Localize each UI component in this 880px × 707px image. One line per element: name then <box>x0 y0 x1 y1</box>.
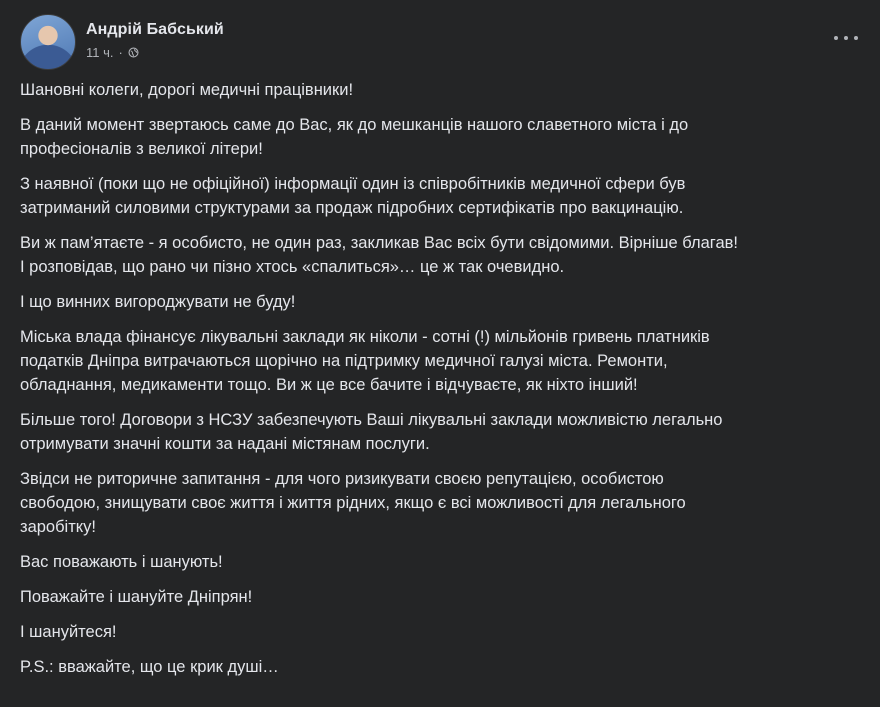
more-dot <box>854 36 858 40</box>
post-meta <box>86 45 224 60</box>
more-options-button[interactable] <box>834 28 858 48</box>
more-dot <box>844 36 848 40</box>
more-dot <box>834 36 838 40</box>
post-paragraph: З наявної (поки що не офіційної) інформації один із співробітників медичної сфери був затриманий силовими структурами за продаж підробних сертифікатів про вакцинацію. <box>20 175 686 217</box>
author-name[interactable]: Андрій Бабський <box>86 20 224 38</box>
post-paragraph: І шануйтеся! <box>20 623 117 641</box>
author-block <box>86 20 224 60</box>
author-avatar[interactable] <box>20 14 76 70</box>
post-paragraph: Міська влада фінансує лікувальні заклади як ніколи - сотні (!) мільйонів гривень платників податків Дніпра витрачаються щорічно на підтримку медичної галузі міста. Ремонти, обладнання, медикаменти тощо. Ви ж це все бачите і відчуваєте, як ніхто інший! <box>20 328 710 394</box>
meta-separator: · <box>118 44 123 60</box>
post-content <box>20 78 860 690</box>
post-paragraph: В даний момент звертаюсь саме до Вас, як до мешканців нашого славетного міста і до професіоналів з великої літери! <box>20 116 689 158</box>
post-paragraph: Вас поважають і шанують! <box>20 553 223 571</box>
post-timestamp[interactable]: 11 ч. <box>86 44 114 60</box>
post-paragraph: І що винних вигороджувати не буду! <box>20 293 296 311</box>
globe-icon[interactable] <box>128 47 139 58</box>
post-paragraph: Шановні колеги, дорогі медичні працівники! <box>20 81 354 99</box>
post-paragraph: Поважайте і шануйте Дніпрян! <box>20 588 253 606</box>
post-paragraph: P.S.: вважайте, що це крик душі… <box>20 658 279 676</box>
post-paragraph: Звідси не риторичне запитання - для чого ризикувати своєю репутацією, особистою свободою, знищувати своє життя і життя рідних, якщо є всі можливості для легального заробітку! <box>20 470 686 536</box>
post-header <box>20 14 224 70</box>
post-paragraph: Більше того! Договори з НСЗУ забезпечують Ваші лікувальні заклади можливістю легально отримувати значні кошти за надані містянам послуги. <box>20 411 723 453</box>
post-paragraph: Ви ж пам’ятаєте - я особисто, не один раз, закликав Вас всіх бути свідомими. Вірніше благав! І розповідав, що рано чи пізно хтось «спалиться»… це ж так очевидно. <box>20 234 738 276</box>
